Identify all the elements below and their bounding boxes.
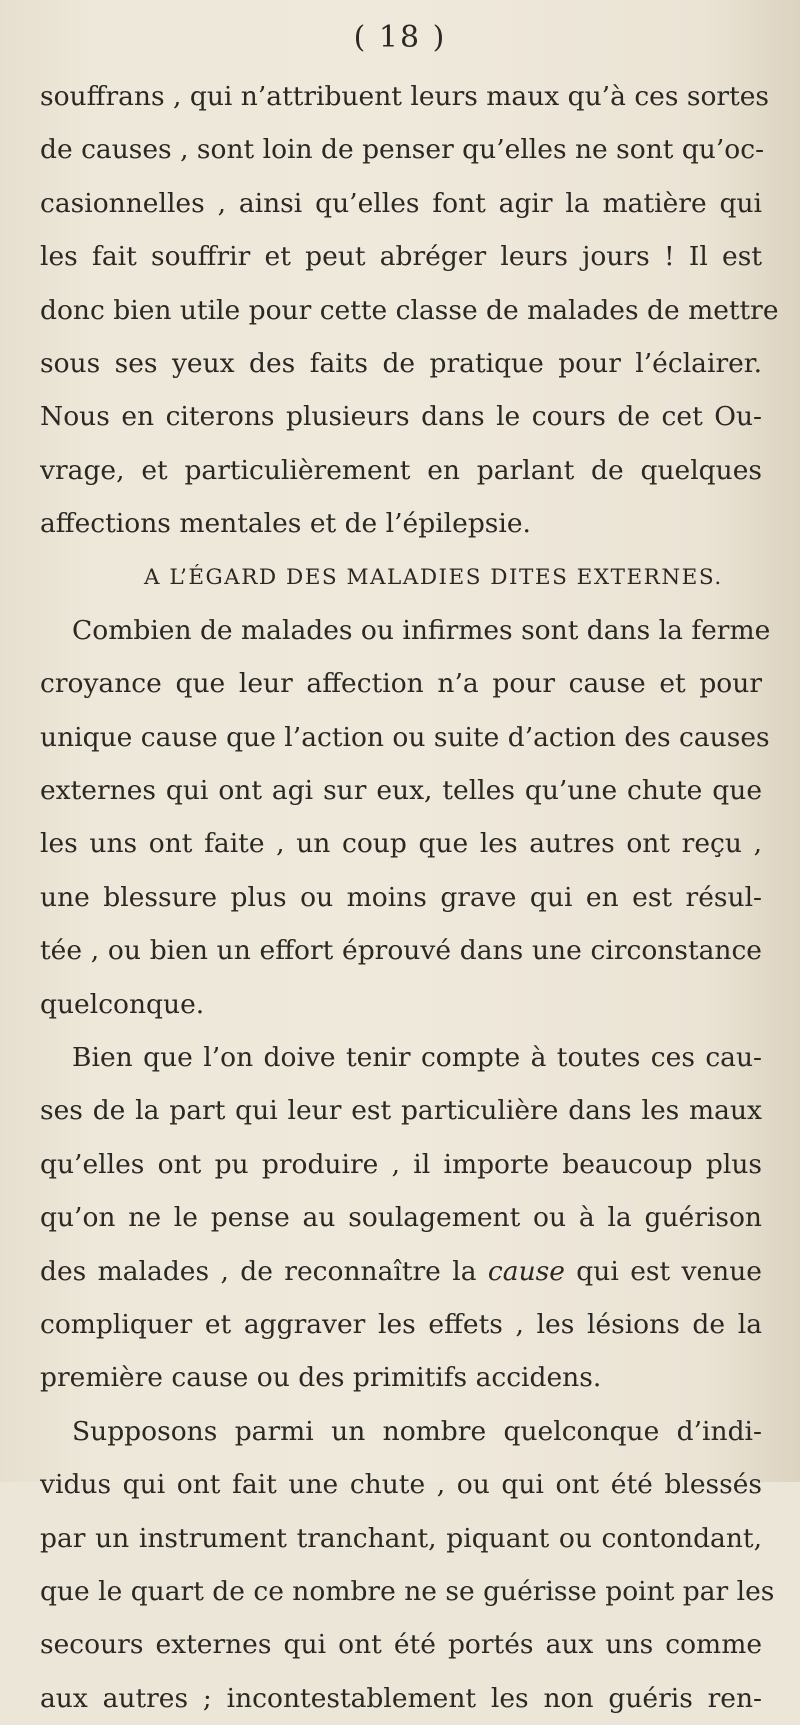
text-line: casionnelles , ainsi qu’elles font agir la matière qui: [40, 187, 762, 219]
text-line: première cause ou des primitifs accidens.: [40, 1362, 602, 1394]
text-line: donc bien utile pour cette classe de malades de mettre: [40, 294, 779, 326]
text-line: ses de la part qui leur est particulière dans les maux: [40, 1095, 762, 1127]
text-line: croyance que leur affection n’a pour cause et pour: [40, 668, 762, 700]
text-line: vidus qui ont fait une chute , ou qui ont été blessés: [40, 1469, 762, 1501]
text-line: secours externes qui ont été portés aux uns comme: [40, 1629, 762, 1661]
text-line: souffrans , qui n’attribuent leurs maux qu’à ces sortes: [40, 81, 770, 112]
text-line: [40, 1245, 762, 1298]
text-line: une blessure plus ou moins grave qui en est résul-: [40, 881, 762, 913]
text-line: quelconque.: [40, 988, 205, 1020]
text-line: Supposons parmi un nombre quelconque d’indi-: [72, 1415, 762, 1447]
text-line: aux autres ; incontestablement les non guéris ren-: [40, 1682, 762, 1714]
text-line: par un instrument tranchant, piquant ou contondant,: [40, 1522, 762, 1554]
text-line: les fait souffrir et peut abréger leurs jours ! Il est: [40, 241, 762, 273]
text-line: de causes , sont loin de penser qu’elles ne sont qu’oc-: [40, 134, 765, 166]
text-line: affections mentales et de l’épilepsie.: [40, 508, 531, 540]
text-line: externes qui ont agi sur eux, telles qu’une chute que: [40, 775, 762, 807]
text-line: compliquer et aggraver les effets , les lésions de la: [40, 1308, 762, 1340]
text-line: unique cause que l’action ou suite d’action des causes: [40, 721, 770, 753]
text-line: Bien que l’on doive tenir compte à toutes ces cau-: [72, 1042, 762, 1074]
text-line: Combien de malades ou infirmes sont dans la ferme: [72, 614, 771, 646]
italic-word: cause: [487, 1255, 565, 1287]
text-line: vrage, et particulièrement en parlant de quelques: [40, 454, 762, 486]
text-line: qu’elles ont pu produire , il importe beaucoup plus: [40, 1148, 762, 1180]
text-line: qu’on ne le pense au soulagement ou à la guérison: [40, 1202, 762, 1234]
page-number: ( 18 ): [353, 20, 447, 55]
text-line: les uns ont faite , un coup que les autres ont reçu ,: [40, 828, 762, 860]
text-line: que le quart de ce nombre ne se guérisse point par les: [40, 1575, 775, 1607]
text-fragment: qui est venue: [564, 1255, 762, 1287]
text-line: sous ses yeux des faits de pratique pour l’éclairer.: [40, 347, 762, 379]
text-line: tée , ou bien un effort éprouvé dans une circonstance: [40, 935, 762, 967]
page-body-text: [40, 70, 779, 1725]
text-fragment: des malades , de reconnaître la: [40, 1255, 488, 1287]
text-line: Nous en citerons plusieurs dans le cours de cet Ou-: [40, 401, 762, 433]
section-heading: A L’ÉGARD DES MALADIES DITES EXTERNES.: [144, 564, 723, 590]
